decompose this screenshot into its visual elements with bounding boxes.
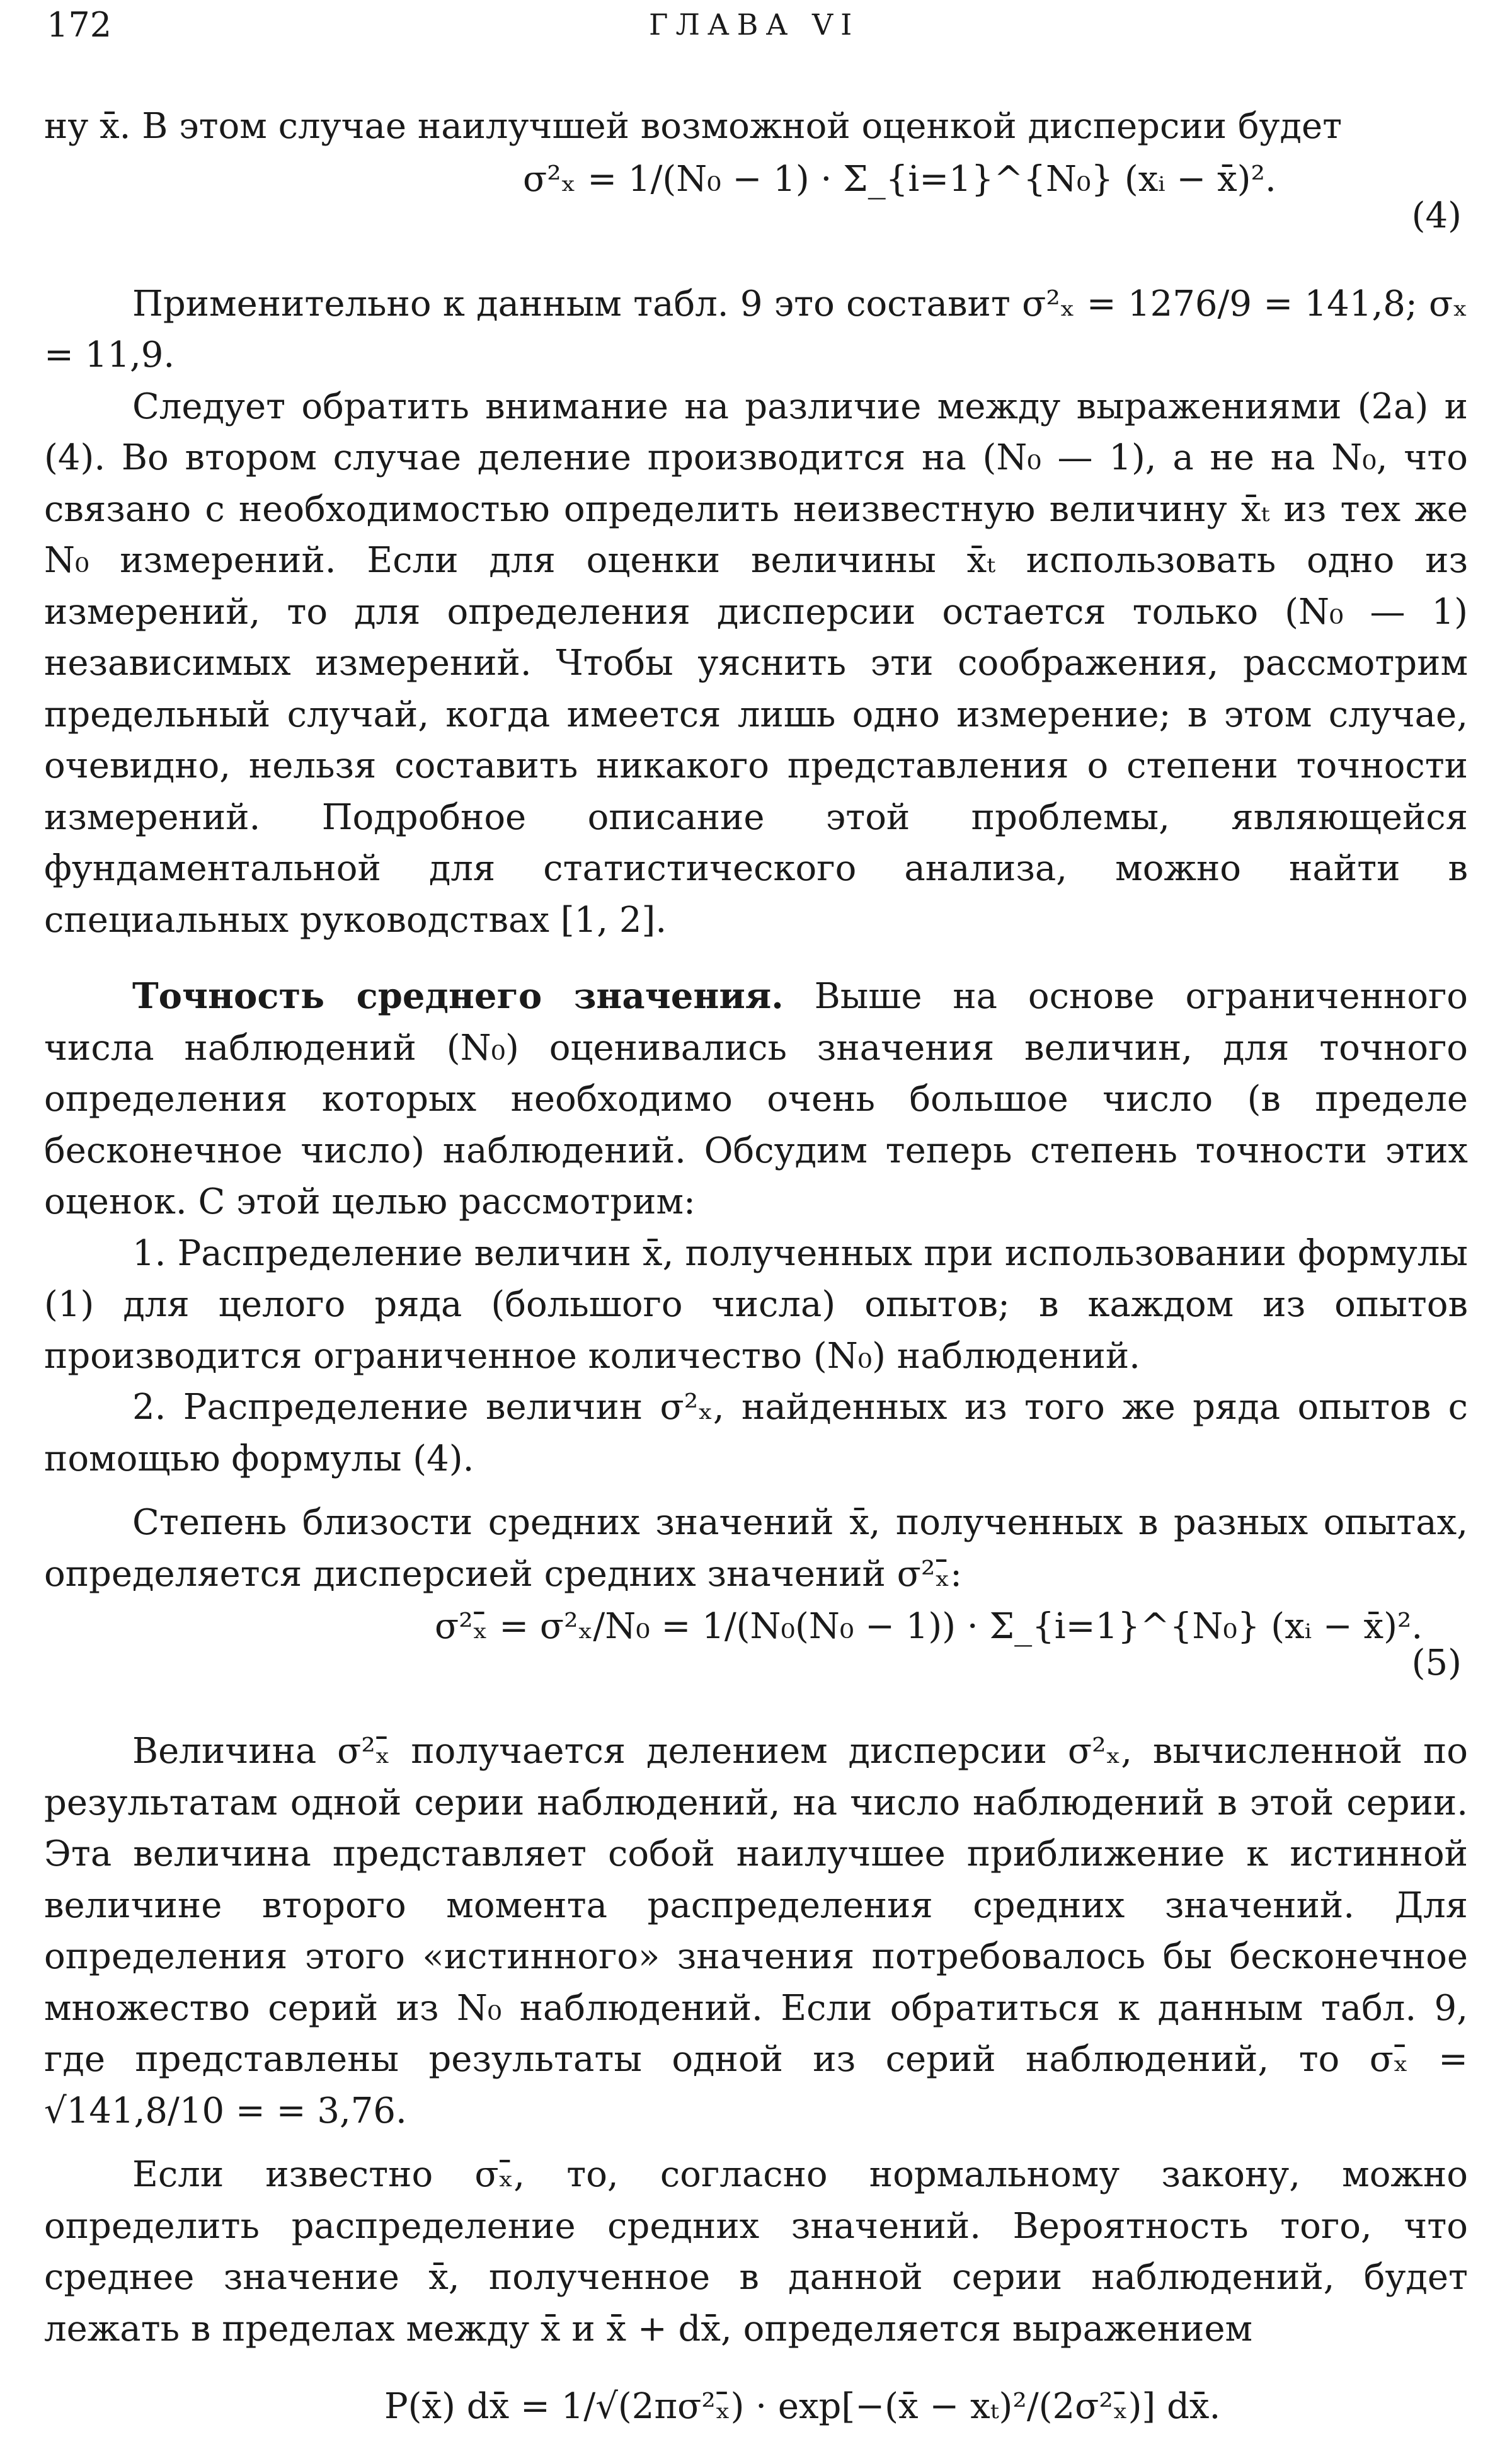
- paragraph-intro: ну x̄. В этом случае наилучшей возможной оценкой дисперсии будет: [44, 106, 1343, 147]
- paragraph-table9-result: Применительно к данным табл. 9 это составит σ²ₓ = 1276/9 = 141,8; σₓ = 11,9.: [44, 283, 1468, 376]
- page-header: [0, 5, 1512, 49]
- equation-5-formula: σ²ₓ̄ = σ²ₓ/N₀ = 1/(N₀(N₀ − 1)) · Σ_{i=1}^{N₀} (xᵢ − x̄)².: [435, 1606, 1423, 1647]
- equation-4: [44, 152, 1468, 278]
- equation-6-formula: P(x̄) dx̄ = 1/√(2πσ²ₓ̄) · exp[−(x̄ − xₜ)²/(2σ²ₓ̄)] dx̄.: [384, 2386, 1221, 2427]
- page-number: 172: [47, 5, 112, 45]
- equation-4-number: (4): [1411, 195, 1462, 236]
- section-heading: Точность среднего значения.: [132, 975, 784, 1017]
- equation-4-formula: σ²ₓ = 1/(N₀ − 1) · Σ_{i=1}^{N₀} (xᵢ − x̄)².: [523, 158, 1276, 200]
- paragraph-probability: Если известно σₓ̄, то, согласно нормальному закону, можно определить распределение средних значений. Вероятность того, что среднее значение x̄, полученное в данной серии наблюдений, будет лежать в пределах между x̄ и x̄ + dx̄, определяется выражением: [44, 2154, 1468, 2349]
- paragraph-variance-mean: Величина σ²ₓ̄ получается делением дисперсии σ²ₓ, вычисленной по результатам одной серии наблюдений, на число наблюдений в этой серии. Эта величина представляет собой наилучшее приближение к истинной величине второго момента распределения средних значений. Для определения этого «истинного» значения потребовалось бы бесконечное множество серий из N₀ наблюдений. Если обратиться к данным табл. 9, где представлены результаты одной из серий наблюдений, то σₓ̄ = √141,8/10 = = 3,76.: [44, 1731, 1468, 2131]
- page-body: [44, 101, 1468, 2449]
- equation-5-number: (5): [1411, 1643, 1462, 1683]
- equation-6: [44, 2354, 1468, 2449]
- list-item-2: 2. Распределение величин σ²ₓ, найденных из того же ряда опытов с помощью формулы (4).: [44, 1387, 1468, 1479]
- list-item-1: 1. Распределение величин x̄, полученных при использовании формулы (1) для целого ряда (большого числа) опытов; в каждом из опытов производится ограниченное количество (N₀) наблюдений.: [44, 1232, 1468, 1377]
- paragraph-mean-accuracy-text: Выше на основе ограниченного числа наблюдений (N₀) оценивались значения величин, для точного определения которых необходимо очень большое число (в пределе бесконечное число) наблюдений. Обсудим теперь степень точности этих оценок. С этой целью рассмотрим:: [44, 976, 1468, 1222]
- chapter-title: ГЛАВА VI: [649, 8, 860, 42]
- equation-5: [44, 1600, 1468, 1726]
- paragraph-closeness: Степень близости средних значений x̄, полученных в разных опытах, определяется дисперсией средних значений σ²ₓ̄:: [44, 1502, 1468, 1595]
- paragraph-mean-accuracy: [44, 971, 1468, 1228]
- paragraph-difference: Следует обратить внимание на различие между выражениями (2а) и (4). Во втором случае деление производится на (N₀ — 1), а не на N₀, что связано с необходимостью определить неизвестную величину x̄ₜ из тех же N₀ измерений. Если для оценки величины x̄ₜ использовать одно из измерений, то для определения дисперсии остается только (N₀ — 1) независимых измерений. Чтобы уяснить эти соображения, рассмотрим предельный случай, когда имеется лишь одно измерение; в этом случае, очевидно, нельзя составить никакого представления о степени точности измерений. Подробное описание этой проблемы, являющейся фундаментальной для статистического анализа, можно найти в специальных руководствах [1, 2].: [44, 386, 1468, 941]
